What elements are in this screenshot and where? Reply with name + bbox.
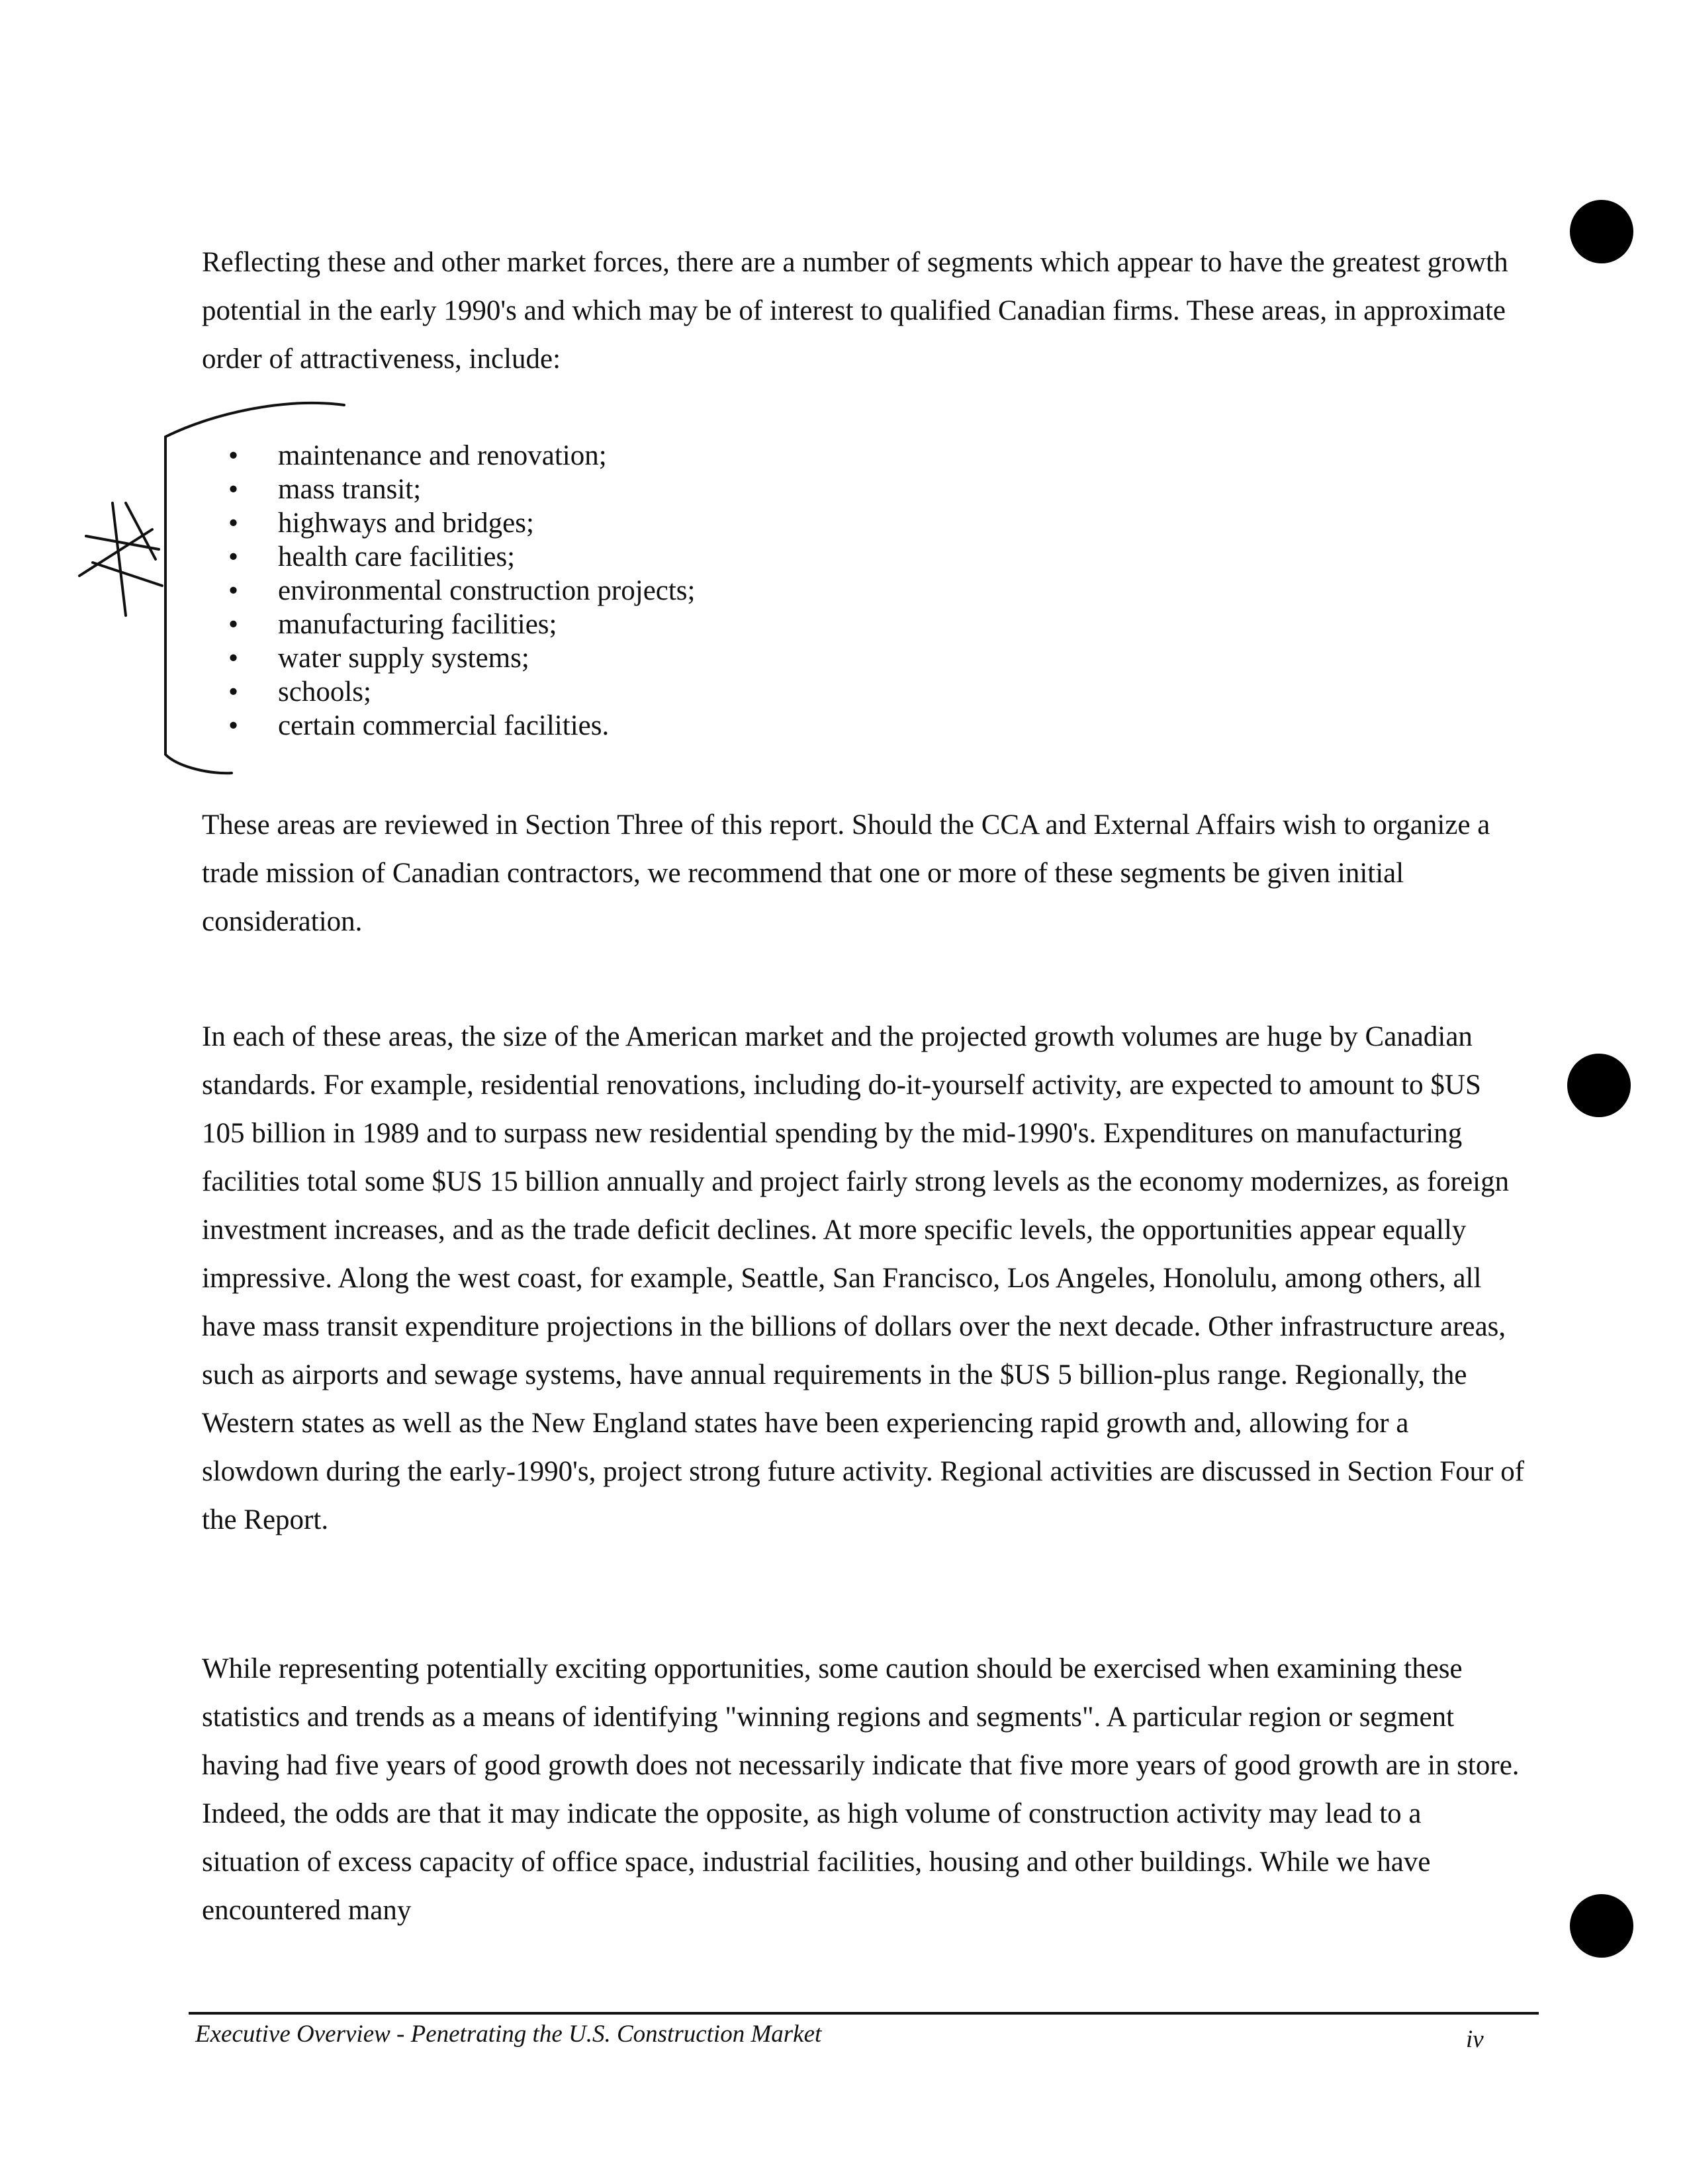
segment-list [228,439,696,743]
list-item: • health care facilities; [228,541,516,572]
bullet-icon: • [228,710,239,741]
list-item: • maintenance and renovation; [228,440,607,471]
bullet-icon: • [228,609,239,640]
bullet-icon: • [228,676,239,707]
bullet-icon: • [228,474,239,505]
bullet-icon: • [228,541,239,572]
bullet-icon: • [228,508,239,539]
footer-divider [189,2012,1539,2015]
bullet-icon: • [228,575,239,606]
handwritten-star-mark [79,503,162,615]
list-item: • environmental construction projects; [228,575,696,606]
bullet-icon: • [228,643,239,674]
list-item: • certain commercial facilities. [228,710,610,741]
paragraph-section-three: These areas are reviewed in Section Three of this report. Should the CCA and External Affairs wish to organize a trade mission of Canadian contractors, we recommend that one or more of these segments be given initial consideration. [202,809,1490,937]
list-item: • schools; [228,676,371,707]
list-item: • water supply systems; [228,643,529,674]
list-item: • mass transit; [228,474,422,505]
bullet-icon: • [228,440,239,471]
footer-title: Executive Overview - Penetrating the U.S. Construction Market [195,2021,822,2048]
list-item: • manufacturing facilities; [228,609,557,640]
page-number: iv [1466,2026,1484,2053]
paragraph-market-size: In each of these areas, the size of the American market and the projected growth volumes are huge by Canadian standards. For example, residential renovations, including do-it-yourself activity, are expected to amount to $US 105 billion in 1989 and to surpass new residential spending by the mid-1990's. Expenditures on manufacturing facilities total some $US 15 billion annually and project fairly strong levels as the economy modernizes, as foreign investment increases, and as the trade deficit declines. At more specific levels, the opportunities appear equally impressive. Along the west coast, for example, Seattle, San Francisco, Los Angeles, Honolulu, among others, all have mass transit expenditure projections in the billions of dollars over the next decade. Other infrastructure areas, such as airports and sewage systems, have annual requirements in the $US 5 billion-plus range. Regionally, the Western states as well as the New England states have been experiencing rapid growth and, allowing for a slowdown during the early-1990's, project strong future activity. Regional activities are discussed in Section Four of the Report. [202,1021,1525,1535]
list-item: • highways and bridges; [228,508,534,539]
paragraph-caution: While representing potentially exciting opportunities, some caution should be exercised when examining these statistics and trends as a means of identifying "winning regions and segments". A particular region or segment having had five years of good growth does not necessarily indicate that five more years of good growth are in store. Indeed, the odds are that it may indicate the opposite, as high volume of construction activity may lead to a situation of excess capacity of office space, industrial facilities, housing and other buildings. While we have encountered many [202,1653,1520,1926]
paragraph-intro: Reflecting these and other market forces, there are a number of segments which appear to have the greatest growth potential in the early 1990's and which may be of interest to qualified Canadian firms. These areas, in approximate order of attractiveness, include: [202,247,1508,375]
